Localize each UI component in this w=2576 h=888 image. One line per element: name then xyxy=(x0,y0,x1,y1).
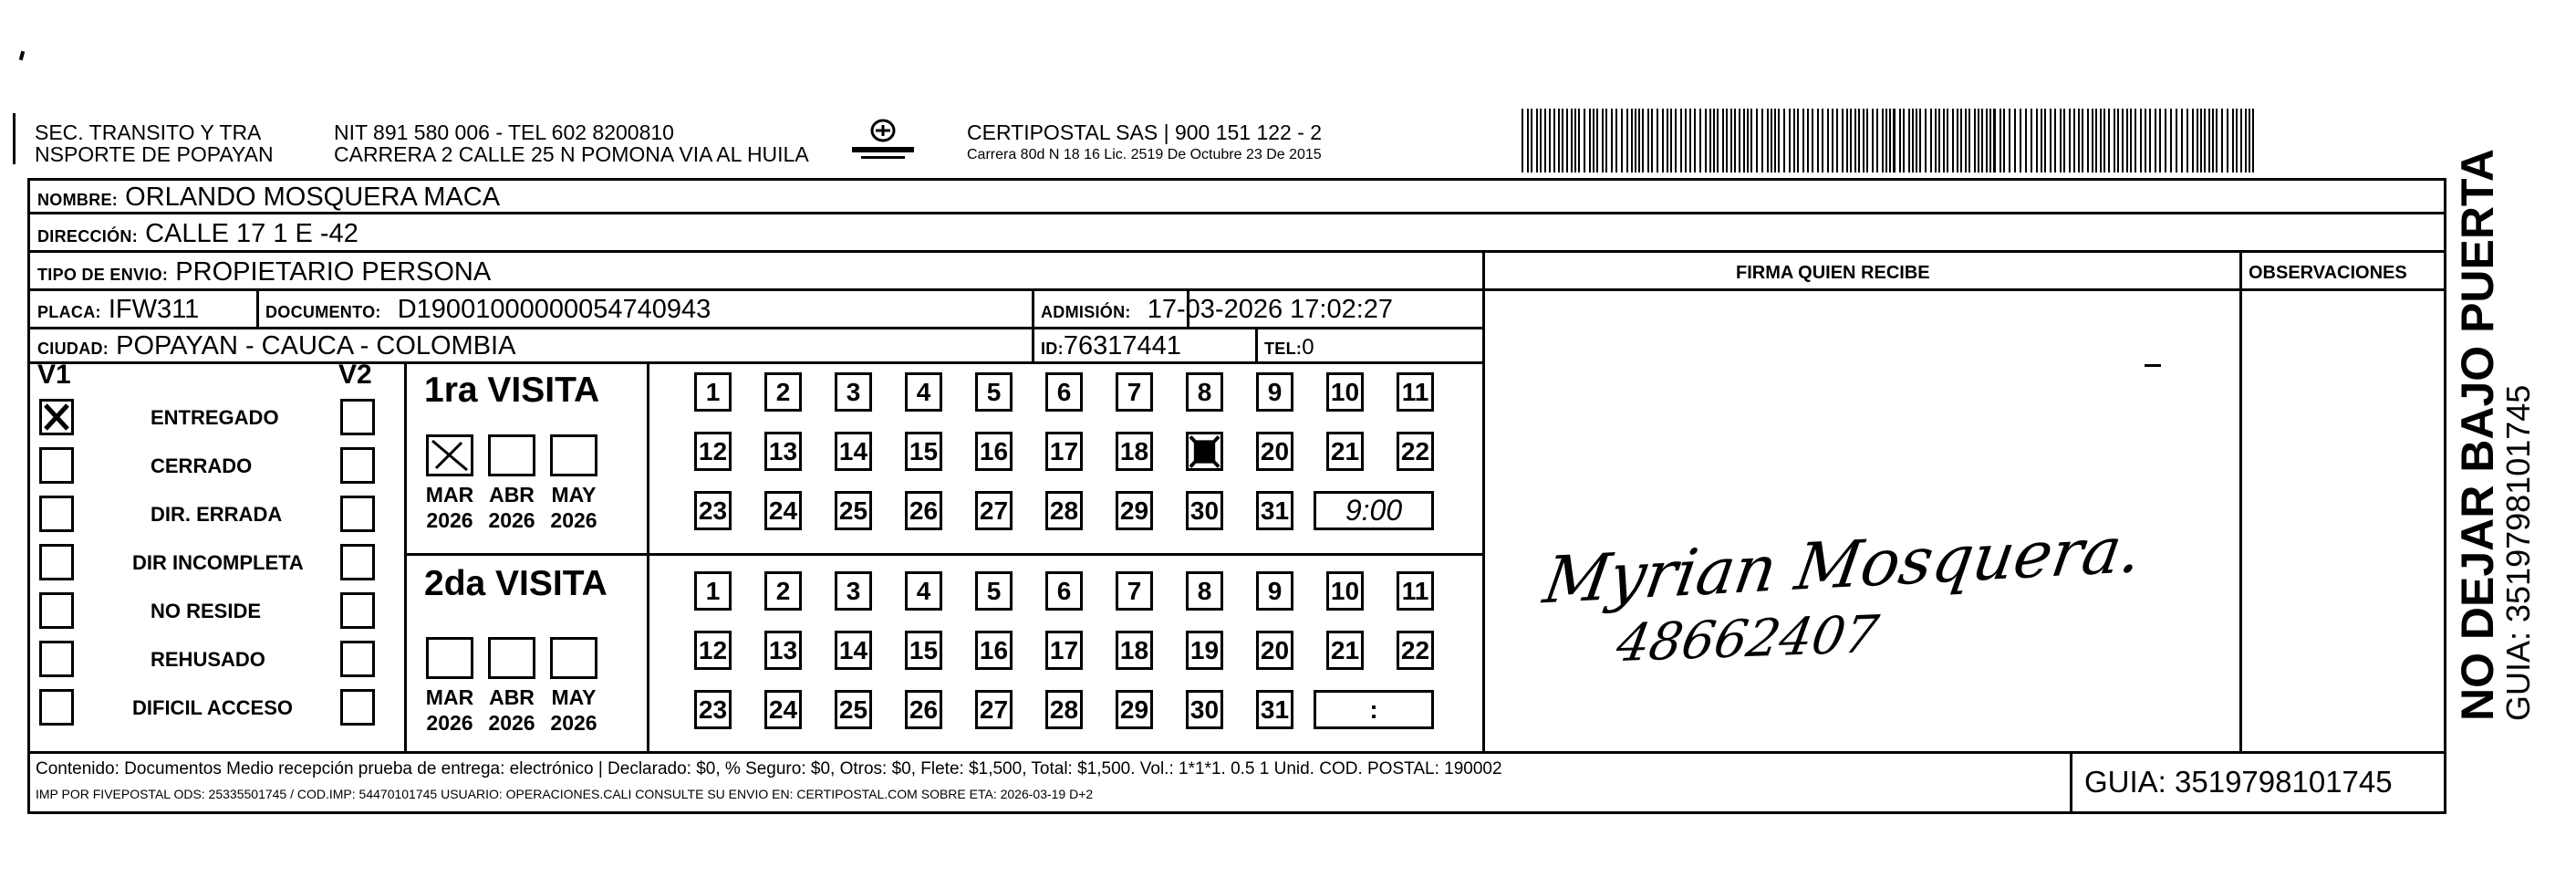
observaciones-label: OBSERVACIONES xyxy=(2249,263,2407,283)
day-box: 1 xyxy=(694,372,732,412)
v2-checkbox xyxy=(340,689,375,726)
signature-number: 48662407 xyxy=(1612,604,1883,674)
day-box: 12 xyxy=(694,631,732,670)
rule xyxy=(1032,288,1034,327)
year-label: 2026 xyxy=(426,508,473,532)
day-box: 16 xyxy=(975,432,1013,471)
day-box: 2 xyxy=(764,571,802,611)
v1-label: V1 xyxy=(37,360,71,390)
day-box: 1 xyxy=(694,571,732,611)
day-box xyxy=(1186,432,1223,471)
direccion-value: CALLE 17 1 E -42 xyxy=(145,219,358,248)
day-box: 9 xyxy=(1256,372,1293,412)
v2-checkbox xyxy=(340,592,375,629)
admision-value: 17-03-2026 17:02:27 xyxy=(1147,295,1394,324)
v2-label: V2 xyxy=(338,360,372,390)
carrier-block xyxy=(967,121,1322,163)
nit-line-2: CARRERA 2 CALLE 25 N POMONA VIA AL HUILA xyxy=(334,142,809,166)
sender-line-2: NSPORTE DE POPAYAN xyxy=(35,142,274,166)
day-box: 6 xyxy=(1045,571,1083,611)
time-box: 9:00 xyxy=(1314,491,1434,530)
v2-checkbox xyxy=(340,399,375,435)
documento-value: D19001000000054740943 xyxy=(397,295,712,324)
footer-line-1: Contenido: Documentos Medio recepción prueba de entrega: electrónico | Declarado: $0, % Seguro: $0, Otros: $0, Flete: $1,500, Total: $1,500. Vol.: 1*1*1. 0.5 1 Unid. COD. POSTAL: 190002 xyxy=(36,759,1502,778)
admision-row xyxy=(1041,295,1393,327)
day-box: 24 xyxy=(764,690,802,729)
day-box: 26 xyxy=(905,690,942,729)
handwritten-signature xyxy=(1538,511,2183,710)
v2-checkbox xyxy=(340,544,375,580)
day-box: 4 xyxy=(905,372,942,412)
direccion-row xyxy=(37,219,358,251)
footer-line-2: IMP POR FIVEPOSTAL ODS: 25335501745 / COD.IMP: 54470101745 USUARIO: OPERACIONES.CALI CONSULTE SU ENVIO EN: CERTIPOSTAL.COM SOBRE ETA: 2026-03-19 D+2 xyxy=(36,787,1094,801)
day-box: 10 xyxy=(1326,372,1364,412)
placa-value: IFW311 xyxy=(108,295,200,324)
rule xyxy=(30,327,1482,329)
day-box: 26 xyxy=(905,491,942,530)
day-box: 28 xyxy=(1045,491,1083,530)
placa-row xyxy=(37,295,199,327)
year-label: 2026 xyxy=(426,711,473,735)
month-checkbox xyxy=(550,637,597,679)
day-box: 13 xyxy=(764,631,802,670)
day-box: 7 xyxy=(1116,372,1153,412)
day-box: 6 xyxy=(1045,372,1083,412)
month-checkbox xyxy=(488,434,535,476)
footer-guia: GUIA: 3519798101745 xyxy=(2084,765,2393,799)
v1-checkbox xyxy=(39,544,74,580)
side-text xyxy=(2454,149,2536,721)
day-box: 3 xyxy=(835,571,872,611)
ciudad-row xyxy=(37,331,515,363)
day-box: 25 xyxy=(835,690,872,729)
day-box: 19 xyxy=(1186,631,1223,670)
rule xyxy=(256,288,259,327)
tipo-row xyxy=(37,257,491,289)
day-box: 18 xyxy=(1116,432,1153,471)
barcode xyxy=(1522,109,2262,172)
day-box: 23 xyxy=(694,491,732,530)
signature-name: Myrian Mosquera. xyxy=(1538,511,2147,619)
nombre-label: NOMBRE: xyxy=(37,191,119,209)
side-warning: NO DEJAR BAJO PUERTA xyxy=(2452,149,2503,721)
tipo-label: TIPO DE ENVIO: xyxy=(37,266,169,284)
day-box: 25 xyxy=(835,491,872,530)
tel-row xyxy=(1264,331,1314,363)
day-box: 9 xyxy=(1256,571,1293,611)
status-option-label: NO RESIDE xyxy=(151,600,262,622)
v1-checkbox xyxy=(39,496,74,532)
day-box: 4 xyxy=(905,571,942,611)
month-label: ABR xyxy=(489,685,535,709)
day-box: 13 xyxy=(764,432,802,471)
month-checkbox xyxy=(426,637,473,679)
time-box: : xyxy=(1314,690,1434,729)
nombre-row xyxy=(37,183,500,214)
direccion-label: DIRECCIÓN: xyxy=(37,227,138,246)
day-box: 8 xyxy=(1186,372,1223,412)
id-value: 76317441 xyxy=(1063,331,1181,360)
visit2-title: 2da VISITA xyxy=(424,564,608,603)
month-label: MAR xyxy=(425,483,474,507)
v1-checkbox xyxy=(39,447,74,484)
sender-line-1: SEC. TRANSITO Y TRA xyxy=(35,120,262,144)
v2-checkbox xyxy=(340,641,375,677)
year-label: 2026 xyxy=(488,508,535,532)
year-label: 2026 xyxy=(550,711,597,735)
ciudad-label: CIUDAD: xyxy=(37,340,109,358)
day-box: 31 xyxy=(1256,690,1293,729)
month-checkbox xyxy=(488,637,535,679)
rule xyxy=(404,553,1482,556)
day-box: 29 xyxy=(1116,491,1153,530)
day-box: 22 xyxy=(1397,631,1434,670)
day-box: 11 xyxy=(1397,372,1434,412)
month-checkbox xyxy=(550,434,597,476)
day-box: 8 xyxy=(1186,571,1223,611)
certipostal-logo-icon xyxy=(848,116,918,163)
id-row xyxy=(1041,331,1181,363)
day-box: 22 xyxy=(1397,432,1434,471)
carrier-line-1: CERTIPOSTAL SAS | 900 151 122 - 2 xyxy=(967,120,1323,144)
day-box: 14 xyxy=(835,432,872,471)
day-box: 10 xyxy=(1326,571,1364,611)
v1-checkbox xyxy=(39,592,74,629)
x-mark-icon xyxy=(42,402,71,433)
day-box: 5 xyxy=(975,372,1013,412)
day-box: 11 xyxy=(1397,571,1434,611)
rule xyxy=(30,250,2444,253)
nombre-value: ORLANDO MOSQUERA MACA xyxy=(125,183,501,212)
day-box: 2 xyxy=(764,372,802,412)
day-box: 30 xyxy=(1186,491,1223,530)
nit-block xyxy=(334,121,809,165)
carrier-line-2: Carrera 80d N 18 16 Lic. 2519 De Octubre 23 De 2015 xyxy=(967,147,1322,162)
crossed-day-icon xyxy=(1189,434,1220,469)
tel-label: TEL: xyxy=(1264,340,1303,358)
day-box: 7 xyxy=(1116,571,1153,611)
v2-checkbox xyxy=(340,496,375,532)
month-label: MAY xyxy=(551,483,597,507)
v2-checkbox xyxy=(340,447,375,484)
year-label: 2026 xyxy=(550,508,597,532)
documento-label: DOCUMENTO: xyxy=(265,303,381,321)
barcode-bars xyxy=(1522,109,2262,172)
day-box: 23 xyxy=(694,690,732,729)
day-box: 14 xyxy=(835,631,872,670)
day-box: 5 xyxy=(975,571,1013,611)
rule xyxy=(1032,327,1034,361)
rule xyxy=(404,361,407,751)
documento-row xyxy=(265,295,711,327)
status-option-label: CERRADO xyxy=(151,454,253,477)
visit1-title: 1ra VISITA xyxy=(424,371,600,410)
tel-value: 0 xyxy=(1302,335,1314,360)
year-label: 2026 xyxy=(488,711,535,735)
month-checkbox xyxy=(426,434,473,476)
day-box: 15 xyxy=(905,432,942,471)
ink-dot xyxy=(2145,364,2161,367)
status-option-label: DIR. ERRADA xyxy=(151,503,283,526)
month-label: MAR xyxy=(425,685,474,709)
rule xyxy=(30,751,2444,754)
day-box: 31 xyxy=(1256,491,1293,530)
v1-checkbox xyxy=(39,641,74,677)
v1-checkbox xyxy=(39,399,74,435)
day-box: 21 xyxy=(1326,631,1364,670)
day-box: 18 xyxy=(1116,631,1153,670)
nit-line-1: NIT 891 580 006 - TEL 602 8200810 xyxy=(334,120,674,144)
admision-label: ADMISIÓN: xyxy=(1041,303,1131,321)
day-box: 20 xyxy=(1256,432,1293,471)
month-label: MAY xyxy=(551,685,597,709)
day-box: 27 xyxy=(975,491,1013,530)
status-option-label: REHUSADO xyxy=(151,648,265,671)
day-box: 20 xyxy=(1256,631,1293,670)
rule xyxy=(1482,250,1485,751)
v1-checkbox xyxy=(39,689,74,726)
status-option-label: ENTREGADO xyxy=(151,406,279,429)
side-guia: GUIA: 3519798101745 xyxy=(2499,384,2537,721)
day-box: 16 xyxy=(975,631,1013,670)
day-box: 15 xyxy=(905,631,942,670)
rule xyxy=(647,361,649,751)
rule xyxy=(2070,751,2072,811)
day-box: 17 xyxy=(1045,631,1083,670)
rule xyxy=(1255,327,1258,361)
day-box: 12 xyxy=(694,432,732,471)
placa-label: PLACA: xyxy=(37,303,101,321)
rule xyxy=(2239,250,2242,751)
status-option-label: DIFICIL ACCESO xyxy=(132,696,294,719)
day-box: 29 xyxy=(1116,690,1153,729)
day-box: 21 xyxy=(1326,432,1364,471)
status-option-label: DIR INCOMPLETA xyxy=(132,551,304,574)
delivery-form xyxy=(27,178,2446,814)
day-box: 24 xyxy=(764,491,802,530)
id-label: ID: xyxy=(1041,340,1064,358)
check-mark-icon xyxy=(429,437,471,474)
day-box: 30 xyxy=(1186,690,1223,729)
day-box: 3 xyxy=(835,372,872,412)
firma-label: FIRMA QUIEN RECIBE xyxy=(1736,263,1930,283)
stray-mark xyxy=(19,51,25,61)
ciudad-value: POPAYAN - CAUCA - COLOMBIA xyxy=(116,331,516,360)
month-label: ABR xyxy=(489,483,535,507)
tipo-value: PROPIETARIO PERSONA xyxy=(175,257,492,287)
header-left-rule xyxy=(13,113,16,164)
sender-block xyxy=(35,121,274,165)
day-box: 28 xyxy=(1045,690,1083,729)
day-box: 17 xyxy=(1045,432,1083,471)
day-box: 27 xyxy=(975,690,1013,729)
